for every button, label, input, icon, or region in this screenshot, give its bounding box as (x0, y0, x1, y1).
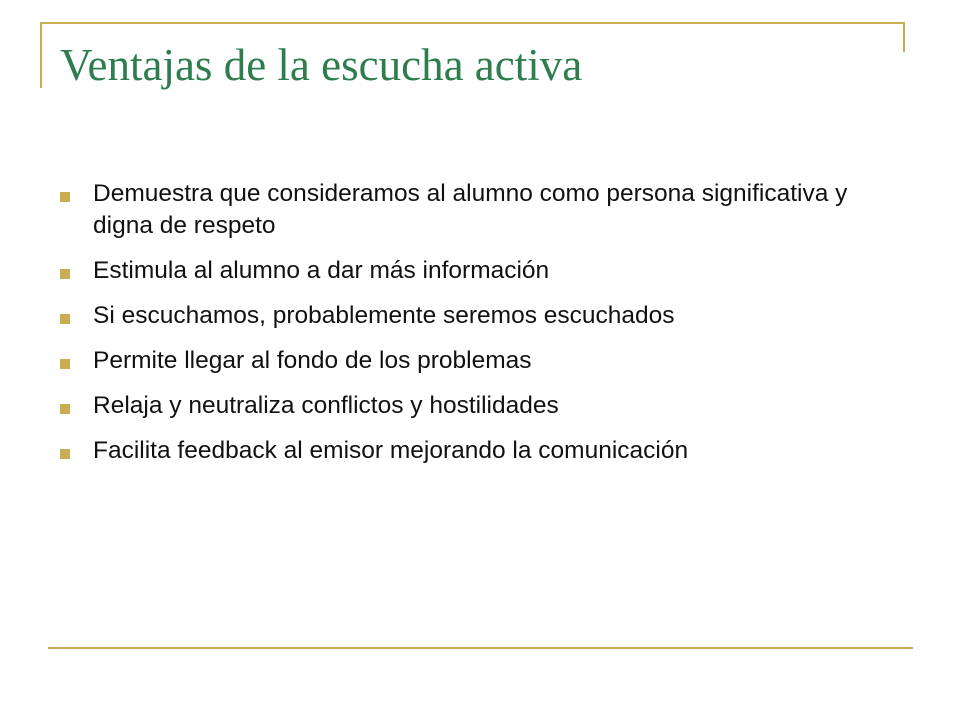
square-bullet-icon (60, 269, 70, 279)
bullet-text: Relaja y neutraliza conflictos y hostilidades (93, 392, 559, 419)
left-rule (40, 22, 42, 88)
bullet-text: Demuestra que consideramos al alumno como persona significativa y digna de respeto (93, 180, 848, 239)
square-bullet-icon (60, 449, 70, 459)
bullet-item (60, 255, 860, 287)
bullet-text: Permite llegar al fondo de los problemas (93, 347, 532, 374)
bullet-text: Estimula al alumno a dar más información (93, 257, 550, 284)
square-bullet-icon (60, 314, 70, 324)
square-bullet-icon (60, 359, 70, 369)
bottom-rule (48, 647, 913, 649)
bullet-item (60, 435, 860, 467)
square-bullet-icon (60, 192, 70, 202)
bullet-item (60, 178, 860, 242)
slide-title: Ventajas de la escucha activa (60, 40, 583, 90)
right-rule (903, 22, 905, 52)
bullet-text: Si escuchamos, probablemente seremos escuchados (93, 302, 675, 329)
bullet-item (60, 390, 860, 422)
bullet-item (60, 345, 860, 377)
square-bullet-icon (60, 404, 70, 414)
bullet-text: Facilita feedback al emisor mejorando la comunicación (93, 437, 689, 464)
bullet-item (60, 300, 860, 332)
bullet-list (60, 178, 860, 480)
top-rule (40, 22, 905, 24)
